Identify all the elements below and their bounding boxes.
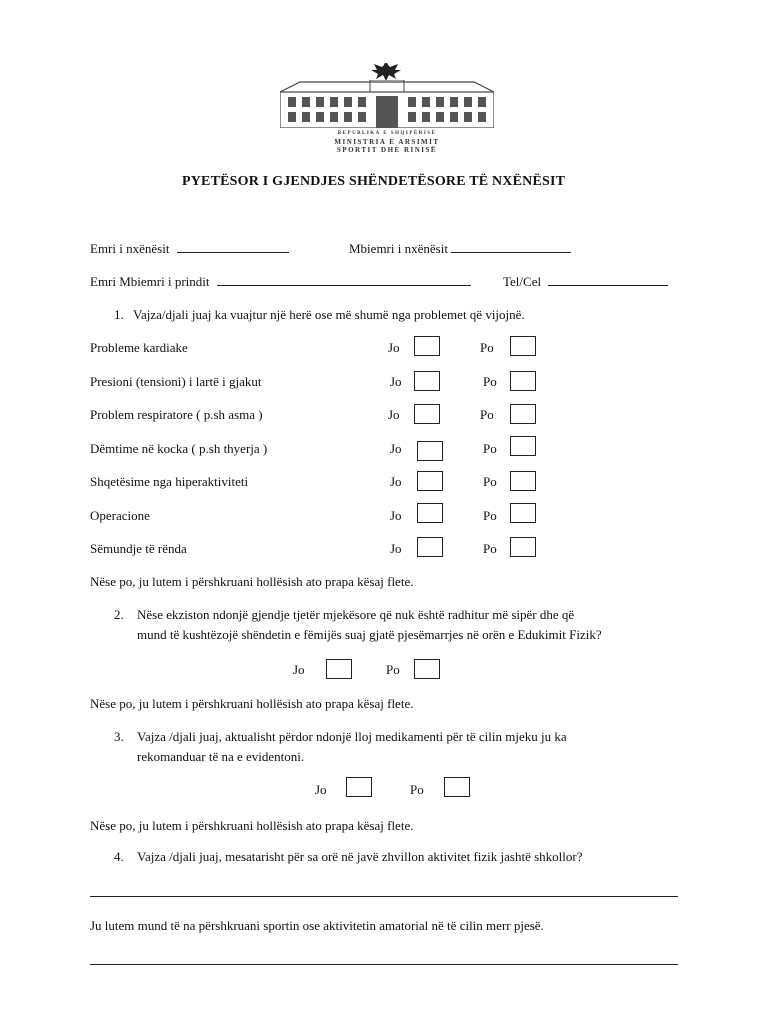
yes-label: Po — [483, 474, 497, 489]
q1-item-yes-checkbox[interactable] — [510, 471, 536, 491]
phone-line[interactable] — [548, 274, 668, 286]
no-label: Jo — [390, 541, 402, 556]
q1-number: 1. — [114, 307, 124, 322]
q1-item-no-checkbox[interactable] — [417, 537, 443, 557]
q3-yes-checkbox[interactable] — [444, 777, 470, 797]
eagle-emblem-icon — [368, 60, 404, 82]
student-surname-label: Mbiemri i nxënësit — [349, 241, 448, 256]
q2-line1: Nëse ekziston ndonjë gjendje tjetër mjekësore që nuk është radhitur më sipër dhe që — [137, 607, 575, 622]
parent-name-label: Emri Mbiemri i prindit — [90, 274, 210, 289]
q1-item-yes-checkbox[interactable] — [510, 503, 536, 523]
student-surname-line[interactable] — [451, 241, 571, 253]
q1-item-no-checkbox[interactable] — [417, 471, 443, 491]
q3-yes-label: Po — [410, 782, 424, 797]
q2-yes-checkbox[interactable] — [414, 659, 440, 679]
q1-item-yes-checkbox[interactable] — [510, 436, 536, 456]
sport-prompt: Ju lutem mund të na përshkruani sportin ose aktivitetin amatorial në të cilin merr pjesë. — [90, 918, 544, 933]
q1-item-yes-checkbox[interactable] — [510, 537, 536, 557]
q1-item-label: Operacione — [90, 508, 150, 523]
yes-label: Po — [483, 508, 497, 523]
yes-label: Po — [480, 407, 494, 422]
student-name-field[interactable] — [90, 241, 289, 257]
logo-republic-text: REPUBLIKA E SHQIPËRISË — [337, 131, 437, 136]
q1-item-no-checkbox[interactable] — [414, 404, 440, 424]
q1-item-label: Shqetësime nga hiperaktiviteti — [90, 474, 249, 489]
q2-note: Nëse po, ju lutem i përshkruani hollësish ato prapa kësaj flete. — [90, 696, 414, 711]
q1-item-label: Probleme kardiake — [90, 340, 188, 355]
q4-number: 4. — [114, 849, 124, 864]
phone-label: Tel/Cel — [503, 274, 542, 289]
logo-ministry-line2: SPORTIT DHE RINISË — [336, 146, 438, 154]
q1-item-yes-checkbox[interactable] — [510, 336, 536, 356]
q3-no-label: Jo — [315, 782, 327, 797]
q2-line2: mund të kushtëzojë shëndetin e fëmijës suaj gjatë pjesëmarrjes në orën e Edukimit Fizik? — [137, 627, 602, 642]
student-name-line[interactable] — [177, 241, 289, 253]
q3-note: Nëse po, ju lutem i përshkruani hollësish ato prapa kësaj flete. — [90, 818, 414, 833]
q1-item-label: Presioni (tensioni) i lartë i gjakut — [90, 374, 262, 389]
yes-label: Po — [480, 340, 494, 355]
phone-field[interactable] — [503, 274, 668, 290]
q1-item-label: Sëmundje të rënda — [90, 541, 187, 556]
q1-item-label: Dëmtime në kocka ( p.sh thyerja ) — [90, 441, 268, 456]
yes-label: Po — [483, 374, 497, 389]
q2-yes-label: Po — [386, 662, 400, 677]
q1-note: Nëse po, ju lutem i përshkruani hollësish ato prapa kësaj flete. — [90, 574, 414, 589]
form-title: PYETËSOR I GJENDJES SHËNDETËSORE TË NXËNËSIT — [182, 174, 566, 189]
ministry-building-icon — [280, 80, 494, 128]
q1-item-yes-checkbox[interactable] — [510, 371, 536, 391]
q1-item-no-checkbox[interactable] — [414, 371, 440, 391]
yes-label: Po — [483, 541, 497, 556]
sport-answer-line[interactable] — [90, 964, 678, 965]
yes-label: Po — [483, 441, 497, 456]
q2-number: 2. — [114, 607, 124, 622]
q4-text: Vajza /djali juaj, mesatarisht për sa orë në javë zhvillon aktivitet fizik jashtë shkollor? — [137, 849, 583, 864]
q1-item-no-checkbox[interactable] — [414, 336, 440, 356]
q2-no-checkbox[interactable] — [326, 659, 352, 679]
no-label: Jo — [388, 407, 400, 422]
parent-name-line[interactable] — [217, 274, 471, 286]
q1-item-yes-checkbox[interactable] — [510, 404, 536, 424]
q1-item-no-checkbox[interactable] — [417, 503, 443, 523]
parent-name-field[interactable] — [90, 274, 471, 290]
q3-number: 3. — [114, 729, 124, 744]
no-label: Jo — [390, 374, 402, 389]
q2-no-label: Jo — [293, 662, 305, 677]
q3-line2: rekomanduar të na e evidentoni. — [137, 749, 305, 764]
student-name-label: Emri i nxënësit — [90, 241, 170, 256]
no-label: Jo — [390, 474, 402, 489]
student-surname-field[interactable] — [349, 241, 571, 257]
no-label: Jo — [390, 441, 402, 456]
q1-item-label: Problem respiratore ( p.sh asma ) — [90, 407, 263, 422]
q3-no-checkbox[interactable] — [346, 777, 372, 797]
q1-text: Vajza/djali juaj ka vuajtur një herë ose më shumë nga problemet që vijojnë. — [133, 307, 525, 322]
q4-answer-line[interactable] — [90, 896, 678, 897]
q1-item-no-checkbox[interactable] — [417, 441, 443, 461]
no-label: Jo — [390, 508, 402, 523]
no-label: Jo — [388, 340, 400, 355]
logo-ministry-line1: MINISTRIA E ARSIMIT — [334, 138, 440, 146]
q3-line1: Vajza /djali juaj, aktualisht përdor ndonjë lloj medikamenti për të cilin mjeku ju ka — [137, 729, 567, 744]
